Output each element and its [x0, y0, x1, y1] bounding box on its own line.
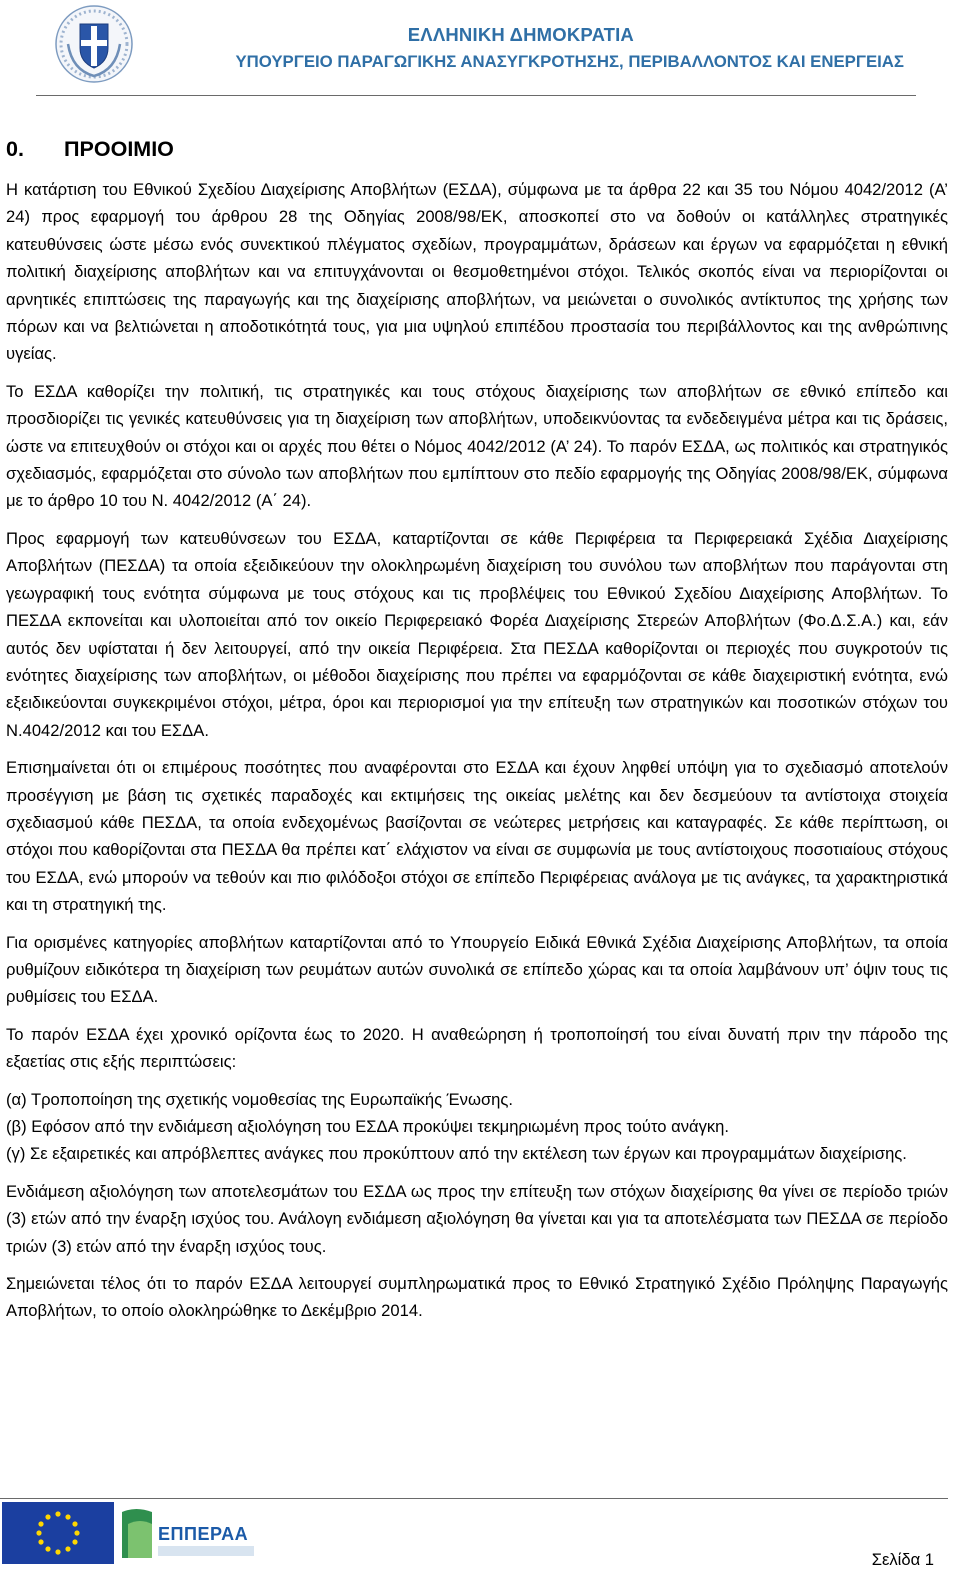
section-title: ΠΡΟΟΙΜΙΟ [64, 137, 174, 161]
section-number: 0. [6, 137, 24, 161]
section-heading [6, 132, 948, 166]
paragraph: Προς εφαρμογή των κατευθύνσεων του ΕΣΔΑ, καταρτίζονται σε κάθε Περιφέρεια τα Περιφερειακά Σχέδια Διαχείρισης Αποβλήτων (ΠΕΣΔΑ) τα οποία εξειδικεύουν την ολοκληρωμένη διαχείριση του συνόλου των αποβλήτων που παράγονται στη γεωγραφική τους ενότητα σύμφωνα με τους στόχους και τις προβλέψεις του Εθνικού Σχεδίου Διαχείρισης Αποβλήτων. Το ΠΕΣΔΑ εκπονείται και υλοποιείται από τον οικείο Περιφερειακό Φορέα Διαχείρισης Στερεών Αποβλήτων (Φο.Δ.Σ.Α.) και, εάν αυτός δεν υφίσταται ή δεν λειτουργεί, από την οικεία Περιφέρεια. Στα ΠΕΣΔΑ καθορίζονται οι περιοχές που συγκροτούν τις ενότητες διαχείρισης των αποβλήτων, οι μέθοδοι διαχείρισης που πρέπει να εφαρμόζονται σε κάθε διαχειριστική ενότητα, ενώ εξειδικεύονται συγκεκριμένοι στόχοι, μέτρα, όροι και περιορισμοί για την επίτευξη των στρατηγικών και ποσοτικών στόχων του Ν.4042/2012 και του ΕΣΔΑ. [6, 528, 948, 740]
program-name: ΕΠΠΕΡΑΑ [158, 1524, 249, 1544]
footer-divider [0, 1498, 948, 1499]
paragraph: Για ορισμένες κατηγορίες αποβλήτων καταρτίζονται από το Υπουργείο Ειδικά Εθνικά Σχέδια Διαχείρισης Αποβλήτων, τα οποία ρυθμίζουν ειδικότερα τη διαχείριση των ρευμάτων αυτών συνολικά σε επίπεδο χώρας και τα οποία λαμβάνουν υπ’ όψιν τους τις ρυθμίσεις του ΕΣΔΑ. [6, 932, 948, 1007]
paragraph: Το παρόν ΕΣΔΑ έχει χρονικό ορίζοντα έως το 2020. Η αναθεώρηση ή τροποποίησή του είναι δυνατή πριν την πάροδο της εξαετίας στις εξής περιπτώσεις: [6, 1024, 948, 1072]
list-item: (β) Εφόσον από την ενδιάμεση αξιολόγηση του ΕΣΔΑ προκύψει τεκμηριωμένη προς τούτο ανάγκη. [6, 1117, 730, 1136]
paragraph: Το ΕΣΔΑ καθορίζει την πολιτική, τις στρατηγικές και τους στόχους διαχείρισης των αποβλήτων σε εθνικό επίπεδο και προσδιορίζει τις γενικές κατευθύνσεις για τη διαχείριση των αποβλήτων, υποδεικνύοντας τα ενδεδειγμένα μέτρα και τις δράσεις, ώστε να επιτευχθούν οι στόχοι και οι αρχές που θέτει ο Νόμος 4042/2012 (Α’ 24). Το παρόν ΕΣΔΑ, ως πολιτικός και στρατηγικός σχεδιασμός, εφαρμόζεται στο σύνολο των αποβλήτων που εμπίπτουν στο πεδίο εφαρμογής της Οδηγίας 2008/98/ΕΚ, σύμφωνα με το άρθρο 10 του Ν. 4042/2012 (Α΄ 24). [6, 381, 948, 511]
paragraph: Επισημαίνεται ότι οι επιμέρους ποσότητες που αναφέρονται στο ΕΣΔΑ και έχουν ληφθεί υπόψη για το σχεδιασμό αποτελούν προσέγγιση με βάση τις σχετικές παραδοχές και εκτιμήσεις της οικείας μελέτης και δεν δεσμεύουν τα αντίστοιχα στοιχεία σχεδιασμού κάθε ΠΕΣΔΑ, τα οποία ενδεχομένως βασίζονται σε νεώτερες μετρήσεις και καταγραφές. Σε κάθε περίπτωση, οι στόχοι που καθορίζονται στα ΠΕΣΔΑ θα πρέπει κατ΄ ελάχιστον να είναι σε συμφωνία με τους αντίστοιχους ποσοτιαίους στόχους του ΕΣΔΑ, ενώ μπορούν να τεθούν και πιο φιλόδοξοι στόχοι σε επίπεδο Περιφέρειας ανάλογα με τις ανάγκες, τα χαρακτηριστικά και τη στρατηγική της. [6, 758, 948, 915]
paragraph: Σημειώνεται τέλος ότι το παρόν ΕΣΔΑ λειτουργεί συμπληρωματικά προς το Εθνικό Στρατηγικό Σχέδιο Πρόληψης Παραγωγής Αποβλήτων, το οποίο ολοκληρώθηκε το Δεκέμβριο 2014. [6, 1274, 948, 1321]
list-item: (α) Τροποποίηση της σχετικής νομοθεσίας της Ευρωπαϊκής Ένωσης. [6, 1089, 514, 1109]
paragraph: Η κατάρτιση του Εθνικού Σχεδίου Διαχείρισης Αποβλήτων (ΕΣΔΑ), σύμφωνα με τα άρθρα 22 και 35 του Νόμου 4042/2012 (Α’ 24) προς εφαρμογή του άρθρου 28 της Οδηγίας 2008/98/ΕΚ, αποσκοπεί στο να δοθούν οι κατάλληλες στρατηγικές κατευθύνσεις ώστε μέσω ενός συνεκτικού πλέγματος σχεδίων, προγραμμάτων, δράσεων και έργων να εφαρμόζεται η εθνική πολιτική διαχείρισης αποβλήτων και να επιτυγχάνονται οι θεσμοθετημένοι στόχοι. Τελικός σκοπός είναι να περιορίζονται οι αρνητικές επιπτώσεις της παραγωγής και της διαχείρισης αποβλήτων, να μειώνεται ο συνολικός αντίκτυπος της χρήσης των πόρων και να βελτιώνεται η αποδοτικότητά τους, για μια υψηλού επιπέδου προστασία του περιβάλλοντος και της ανθρώπινης υγείας. [6, 180, 948, 364]
list-item: (γ) Σε εξαιρετικές και απρόβλεπτες ανάγκες που προκύπτουν από την εκτέλεση των έργων και προγραμμάτων διαχείρισης. [6, 1144, 907, 1164]
document-body [6, 132, 948, 1335]
header-title-ministry: ΥΠΟΥΡΓΕΙΟ ΠΑΡΑΓΩΓΙΚΗΣ ΑΝΑΣΥΓΚΡΟΤΗΣΗΣ, ΠΕΡΙΒΑΛΛΟΝΤΟΣ ΚΑΙ ΕΝΕΡΓΕΙΑΣ [235, 52, 904, 71]
header-divider [36, 95, 916, 96]
greek-coat-of-arms-icon [54, 4, 134, 84]
eu-flag-icon [2, 1502, 114, 1564]
paragraph: Ενδιάμεση αξιολόγηση των αποτελεσμάτων του ΕΣΔΑ ως προς την επίτευξη των στόχων διαχείρισης θα γίνει σε περίοδο τριών (3) ετών από την έναρξη ισχύος του. Ανάλογη ενδιάμεση αξιολόγηση θα γίνεται και για τα αποτελέσματα των ΠΕΣΔΑ σε περίοδο τριών (3) ετών από την έναρξη ισχύος τους. [6, 1181, 948, 1256]
header-title-republic: ΕΛΛΗΝΙΚΗ ΔΗΜΟΚΡΑΤΙΑ [407, 24, 634, 45]
page-number: Σελίδα 1 [871, 1550, 934, 1569]
page-header [0, 0, 960, 100]
